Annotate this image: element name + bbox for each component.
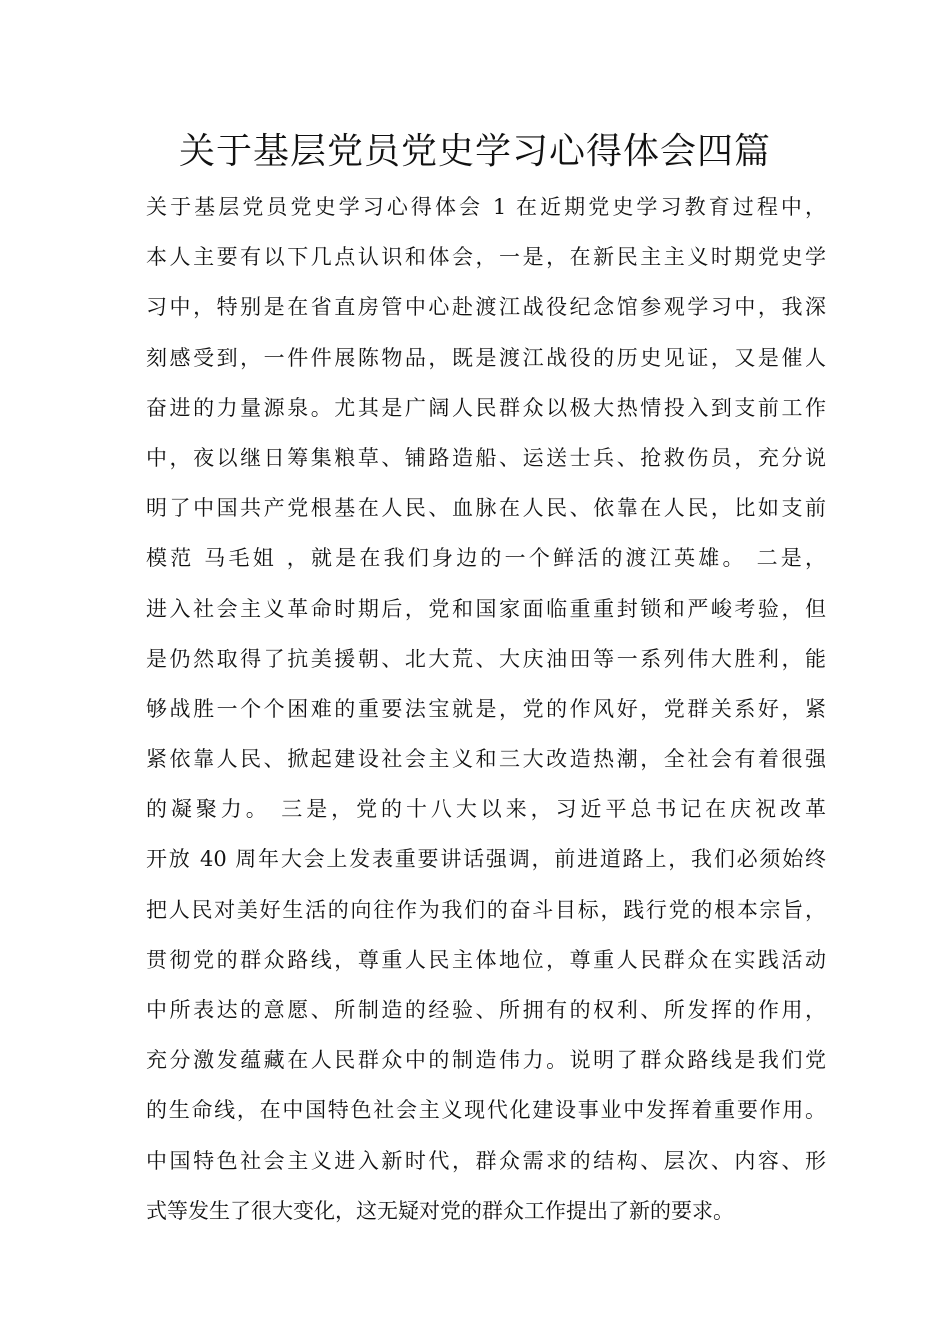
text-line: 充分激发蕴藏在人民群众中的制造伟力。说明了群众路线是我们党 [146, 1048, 826, 1073]
text-line: 紧依靠人民、掀起建设社会主义和三大改造热潮，全社会有着很强 [146, 747, 826, 772]
text-line: 把人民对美好生活的向往作为我们的奋斗目标，践行党的根本宗旨， [146, 897, 826, 922]
document-title: 关于基层党员党史学习心得体会四篇 [178, 131, 771, 172]
text-line: 式等发生了很大变化，这无疑对党的群众工作提出了新的要求。 [146, 1198, 734, 1223]
document-body [146, 182, 826, 1236]
text-line: 中，夜以继日筹集粮草、铺路造船、运送士兵、抢救伤员，充分说 [146, 445, 826, 470]
text-line: 模范 马毛姐 ，就是在我们身边的一个鲜活的渡江英雄。 二是， [146, 546, 826, 571]
text-line: 进入社会主义革命时期后，党和国家面临重重封锁和严峻考验，但 [146, 596, 826, 621]
text-line: 关于基层党员党史学习心得体会 1 在近期党史学习教育过程中， [146, 195, 826, 219]
text-line: 中所表达的意愿、所制造的经验、所拥有的权利、所发挥的作用， [146, 998, 826, 1022]
text-line: 够战胜一个个困难的重要法宝就是，党的作风好，党群关系好，紧 [146, 696, 826, 721]
text-line: 贯彻党的群众路线，尊重人民主体地位，尊重人民群众在实践活动 [146, 947, 826, 972]
text-line: 本人主要有以下几点认识和体会，一是，在新民主主义时期党史学 [146, 245, 826, 270]
text-line: 中国特色社会主义进入新时代，群众需求的结构、层次、内容、形 [146, 1148, 826, 1173]
text-line: 的生命线，在中国特色社会主义现代化建设事业中发挥着重要作用。 [146, 1098, 826, 1123]
text-line: 是仍然取得了抗美援朝、北大荒、大庆油田等一系列伟大胜利，能 [146, 646, 826, 671]
text-line: 刻感受到，一件件展陈物品，既是渡江战役的历史见证，又是催人 [146, 345, 826, 370]
text-line: 开放 40 周年大会上发表重要讲话强调，前进道路上，我们必须始终 [146, 847, 826, 872]
text-line: 习中，特别是在省直房管中心赴渡江战役纪念馆参观学习中，我深 [146, 295, 826, 320]
text-line: 明了中国共产党根基在人民、血脉在人民、依靠在人民，比如支前 [146, 496, 826, 521]
text-line: 奋进的力量源泉。尤其是广阔人民群众以极大热情投入到支前工作 [146, 395, 826, 420]
text-line: 的凝聚力。 三是，党的十八大以来，习近平总书记在庆祝改革 [146, 797, 826, 822]
